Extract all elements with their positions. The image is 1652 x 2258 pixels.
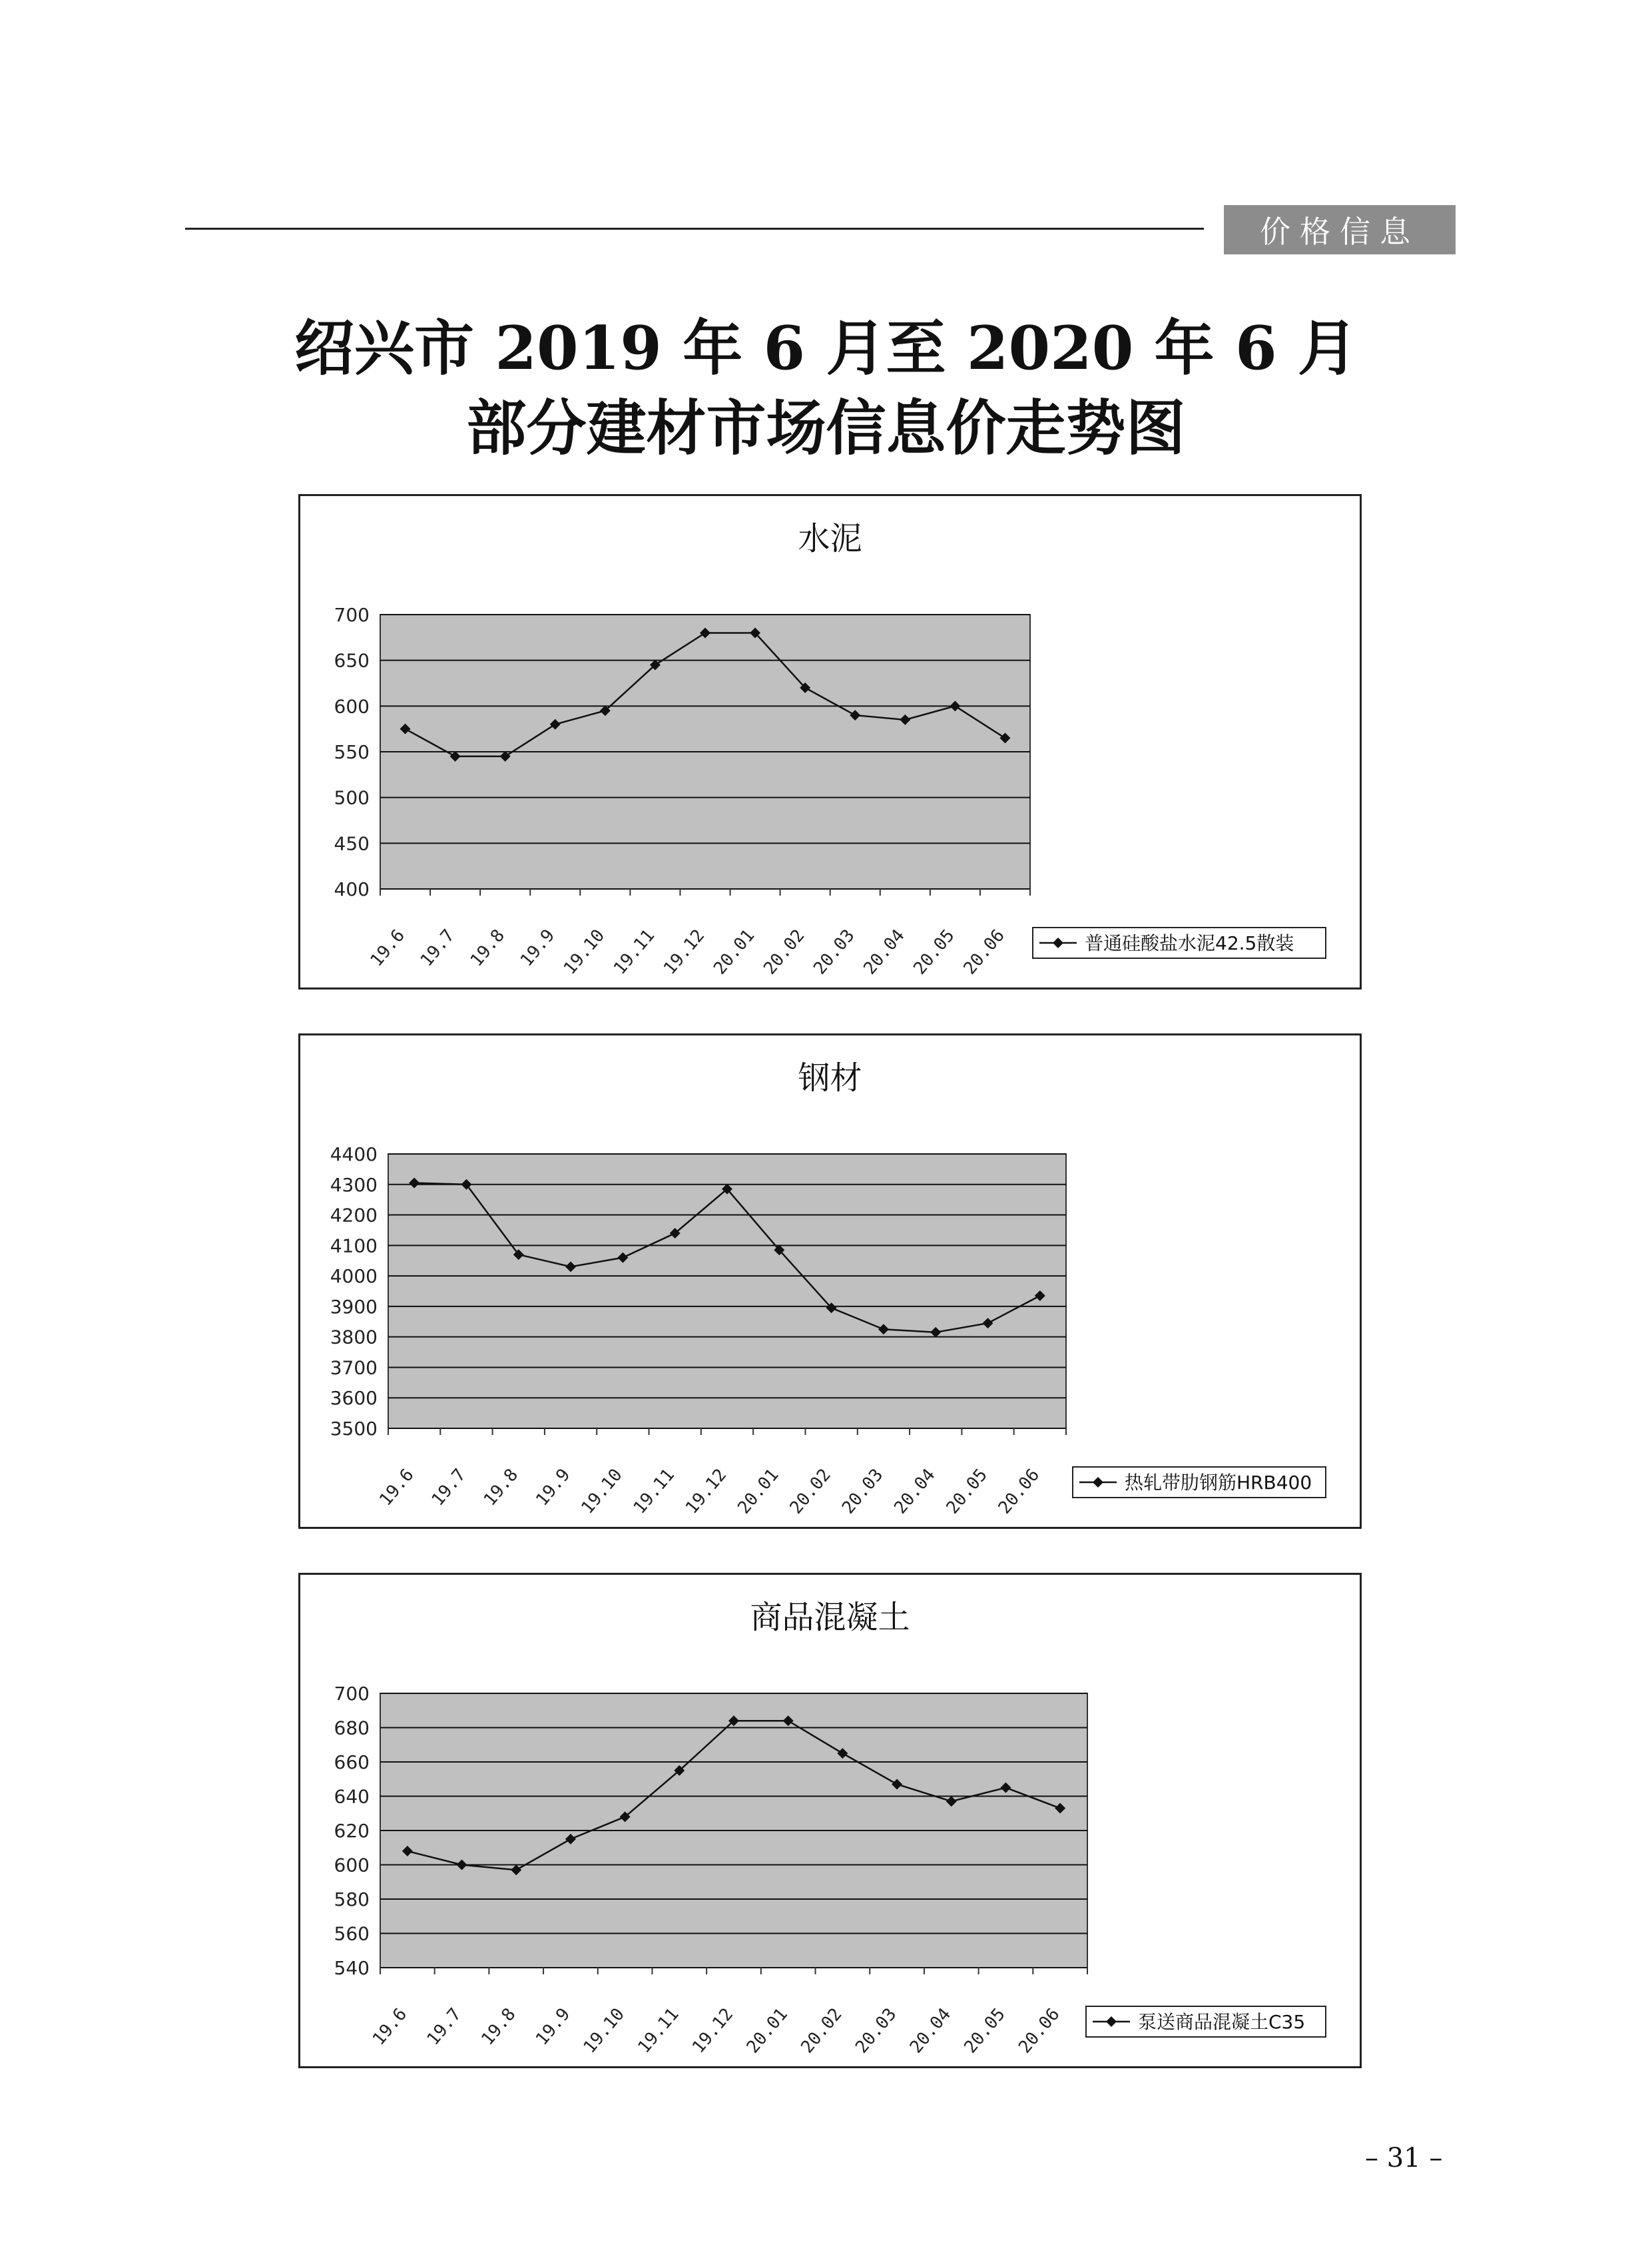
x-tick-label: 20.03 <box>810 926 859 979</box>
x-tick-label: 20.06 <box>960 926 1009 979</box>
y-tick-label: 580 <box>334 1888 370 1910</box>
y-tick-label: 700 <box>334 1683 370 1705</box>
x-tick-label: 20.05 <box>960 2004 1009 2058</box>
y-tick-label: 500 <box>334 786 370 809</box>
y-tick-label: 3900 <box>330 1295 378 1318</box>
cement-chart <box>298 494 1362 989</box>
x-tick-label: 20.06 <box>1015 2004 1064 2058</box>
x-tick-label: 19.7 <box>423 2004 465 2050</box>
y-tick-label: 4200 <box>330 1204 378 1227</box>
x-tick-label: 19.8 <box>477 2004 520 2050</box>
plot-area <box>388 1154 1066 1428</box>
x-tick-label: 19.11 <box>609 926 659 979</box>
x-tick-label: 20.03 <box>838 1465 888 1518</box>
page-title-line2: 部分建材市场信息价走势图 <box>466 393 1186 463</box>
x-tick-label: 19.10 <box>577 1465 627 1518</box>
y-tick-label: 560 <box>334 1922 370 1945</box>
y-tick-label: 3500 <box>330 1418 378 1440</box>
legend-label: 普通硅酸盐水泥42.5散装 <box>1085 932 1294 954</box>
x-tick-label: 19.12 <box>688 2004 738 2058</box>
x-tick-label: 19.6 <box>366 926 409 971</box>
x-tick-label: 19.6 <box>368 2004 412 2050</box>
page-number: – 31 – <box>1365 2143 1443 2173</box>
section-tag: 价格信息 <box>1224 205 1456 254</box>
x-tick-label: 20.05 <box>910 926 959 979</box>
y-tick-label: 620 <box>334 1820 370 1842</box>
x-tick-label: 20.01 <box>742 2004 792 2058</box>
y-tick-label: 3800 <box>330 1326 378 1348</box>
chart-title: 水泥 <box>798 520 862 557</box>
chart-title: 商品混凝土 <box>750 1599 910 1636</box>
x-tick-label: 20.04 <box>906 2004 956 2058</box>
x-tick-label: 19.9 <box>516 926 559 971</box>
x-tick-label: 19.12 <box>682 1465 731 1518</box>
x-tick-label: 19.8 <box>466 926 509 971</box>
x-tick-label: 20.01 <box>734 1465 783 1518</box>
y-tick-label: 4300 <box>330 1173 378 1196</box>
x-tick-label: 19.6 <box>376 1465 418 1510</box>
y-tick-label: 600 <box>334 1854 370 1876</box>
x-tick-label: 19.10 <box>579 2004 629 2058</box>
x-tick-label: 20.06 <box>994 1465 1044 1518</box>
chart-title: 钢材 <box>798 1059 862 1097</box>
y-tick-label: 400 <box>334 878 370 900</box>
x-tick-label: 20.03 <box>852 2004 901 2058</box>
x-tick-label: 19.7 <box>427 1465 470 1510</box>
x-tick-label: 20.04 <box>860 926 909 979</box>
x-tick-label: 20.05 <box>942 1465 991 1518</box>
y-tick-label: 650 <box>334 649 370 672</box>
x-tick-label: 19.11 <box>629 1465 679 1518</box>
y-tick-label: 3700 <box>330 1356 378 1379</box>
x-tick-label: 20.02 <box>797 2004 846 2058</box>
y-tick-label: 4400 <box>330 1143 378 1165</box>
y-tick-label: 550 <box>334 741 370 763</box>
x-tick-label: 20.04 <box>890 1465 940 1518</box>
y-tick-label: 4100 <box>330 1235 378 1257</box>
x-tick-label: 19.10 <box>559 926 609 979</box>
y-tick-label: 3600 <box>330 1387 378 1410</box>
concrete-chart <box>298 1573 1362 2068</box>
y-tick-label: 450 <box>334 832 370 855</box>
x-tick-label: 19.9 <box>532 1465 575 1510</box>
y-tick-label: 680 <box>334 1717 370 1739</box>
x-tick-label: 20.02 <box>760 926 809 979</box>
x-tick-label: 20.02 <box>786 1465 835 1518</box>
x-tick-label: 19.8 <box>479 1465 523 1510</box>
x-tick-label: 20.01 <box>710 926 759 979</box>
legend-label: 泵送商品混凝土C35 <box>1138 2011 1306 2033</box>
header-rule <box>185 228 1204 230</box>
legend-label: 热轧带肋钢筋HRB400 <box>1125 1472 1312 1494</box>
x-tick-label: 19.9 <box>532 2004 575 2050</box>
steel-chart <box>298 1033 1362 1529</box>
y-tick-label: 660 <box>334 1751 370 1773</box>
y-tick-label: 540 <box>334 1957 370 1979</box>
y-tick-label: 600 <box>334 695 370 718</box>
x-tick-label: 19.12 <box>660 926 709 979</box>
x-tick-label: 19.11 <box>634 2004 683 2058</box>
y-tick-label: 640 <box>334 1785 370 1808</box>
y-tick-label: 4000 <box>330 1265 378 1288</box>
x-tick-label: 19.7 <box>416 926 459 971</box>
page-title-line1: 绍兴市 2019 年 6 月至 2020 年 6 月 <box>294 313 1358 384</box>
y-tick-label: 700 <box>334 604 370 626</box>
